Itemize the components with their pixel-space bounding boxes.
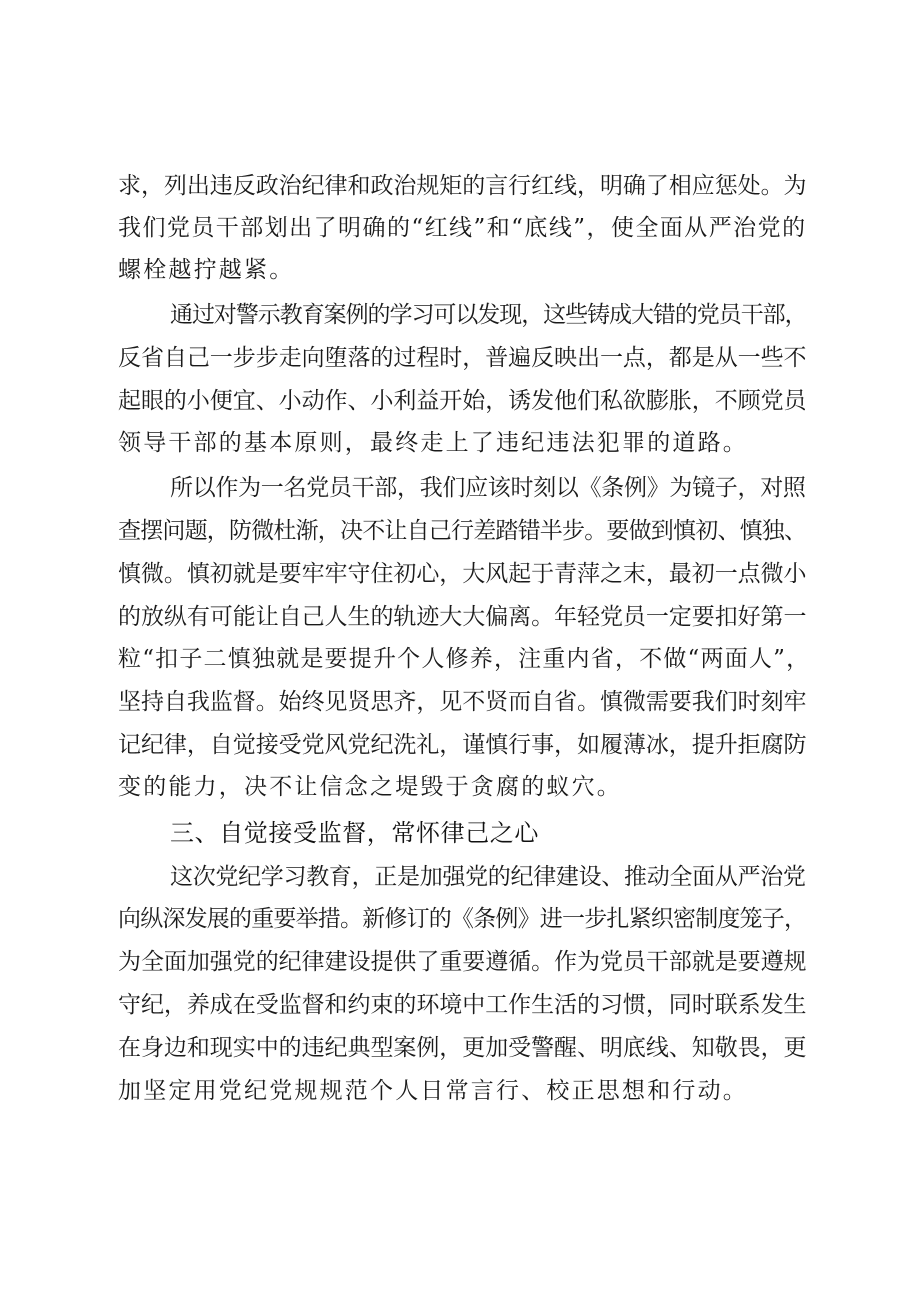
paragraph-1-line-2: 我们党员干部划出了明确的“红线”和“底线”，使全面从严治党的 — [118, 215, 807, 241]
paragraph-3-line-2: 查摆问题，防微杜渐，决不让自己行差踏错半步。要做到慎初、慎独、 — [118, 518, 807, 544]
paragraph-4-line-1: 这次党纪学习教育，正是加强党的纪律建设、推动全面从严治党 — [170, 864, 806, 890]
paragraph-2-line-4: 领导干部的基本原则，最终走上了违纪违法犯罪的道路。 — [118, 430, 748, 456]
paragraph-1-line-1: 求，列出违反政治纪律和政治规矩的言行红线，明确了相应惩处。为 — [118, 173, 807, 199]
paragraph-2-line-3: 起眼的小便宜、小动作、小利益开始，诱发他们私欲膨胀，不顾党员 — [118, 388, 807, 414]
section-heading-3: 三、自觉接受监督，常怀律己之心 — [170, 819, 539, 847]
paragraph-4-line-6: 加坚定用党纪党规规范个人日常言行、校正思想和行动。 — [118, 1078, 748, 1104]
paragraph-4-line-4: 守纪，养成在受监督和约束的环境中工作生活的习惯，同时联系发生 — [118, 992, 807, 1018]
paragraph-4-line-3: 为全面加强党的纪律建设提供了重要遵循。作为党员干部就是要遵规 — [118, 949, 807, 975]
paragraph-3-line-8: 变的能力，决不让信念之堤毁于贪腐的蚁穴。 — [118, 774, 622, 800]
paragraph-4-line-2: 向纵深发展的重要举措。新修订的《条例》进一步扎紧织密制度笼子， — [118, 906, 807, 932]
paragraph-4-line-5: 在身边和现实中的违纪典型案例，更加受警醒、明底线、知敬畏，更 — [118, 1035, 807, 1061]
paragraph-3-line-1: 所以作为一名党员干部，我们应该时刻以《条例》为镜子，对照 — [170, 475, 806, 501]
paragraph-3-line-4: 的放纵有可能让自己人生的轨迹大大偏离。年轻党员一定要扣好第一 — [118, 604, 807, 630]
paragraph-3-line-7: 记纪律，自觉接受党风党纪洗礼，谨慎行事，如履薄冰，提升拒腐防 — [118, 732, 807, 758]
paragraph-3-line-6: 坚持自我监督。始终见贤思齐，见不贤而自省。慎微需要我们时刻牢 — [118, 689, 807, 715]
paragraph-3-line-5: 粒“扣子二慎独就是要提升个人修养，注重内省，不做“两面人”， — [118, 646, 811, 672]
paragraph-2-line-1: 通过对警示教育案例的学习可以发现，这些铸成大错的党员干部， — [170, 302, 807, 328]
paragraph-2-line-2: 反省自己一步步走向堕落的过程时，普遍反映出一点，都是从一些不 — [118, 345, 807, 371]
paragraph-1-line-3: 螺栓越拧越紧。 — [118, 257, 295, 283]
paragraph-3-line-3: 慎微。慎初就是要牢牢守住初心，大风起于青萍之末，最初一点微小 — [118, 561, 807, 587]
